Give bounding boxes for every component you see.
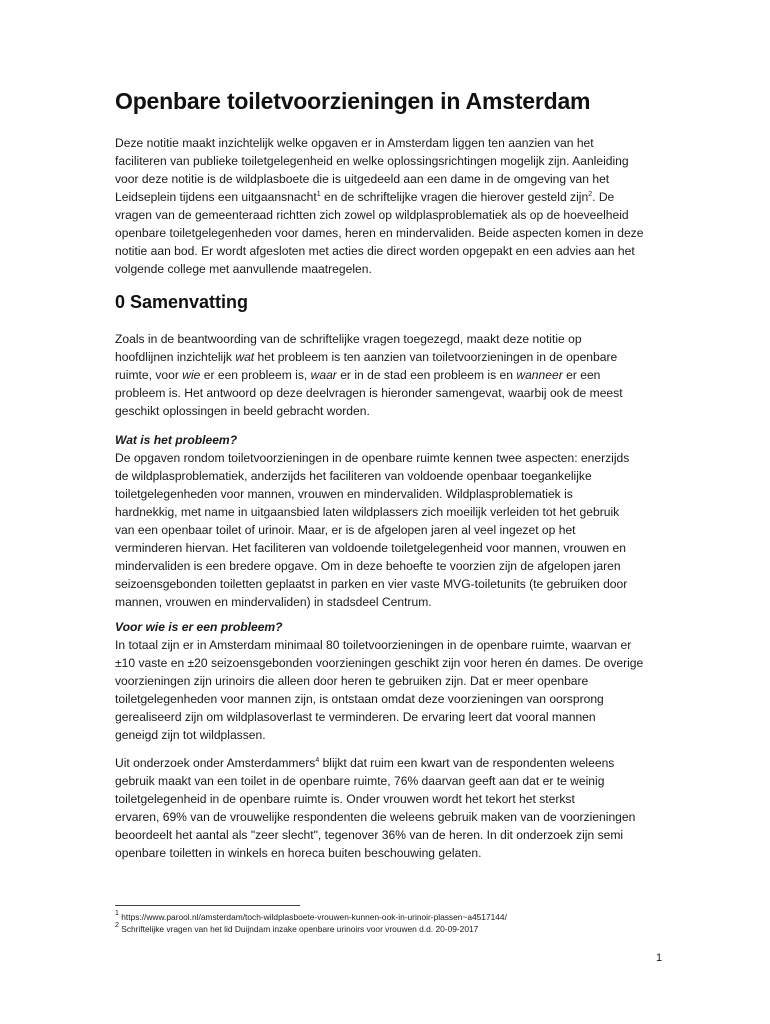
footnote: $^1$ https://www.parool.nl/amsterdam/toch-wildplasboete-vrouwen-kunnen-ook-in-urinoir-plassen~a4517144/ [115,910,507,922]
text-line: voor deze notitie is de wildplasboete die is uitgedeeld aan een dame in de omgeving van het [115,172,610,186]
section-heading: 0 Samenvatting [115,292,249,312]
footnote-ref[interactable]: 2 [588,191,593,198]
text-line: Leidseplein tijdens een uitgaansnacht$^1$ en de schriftelijke vragen die hierover gesteld zijn$^2$. De [115,190,615,204]
research-paragraph [115,754,667,862]
who-section [115,618,667,744]
text-line: volgende college met aanvullende maatregelen. [115,262,372,276]
text-line: Uit onderzoek onder Amsterdammers$^4$ blijkt dat ruim een kwart van de respondenten weleens [115,756,615,770]
text-line: geschikt oplossingen in beeld gebracht worden. [115,404,370,418]
text-line: In totaal zijn er in Amsterdam minimaal 80 toiletvoorzieningen in de openbare ruimte, waarvan er [115,638,632,652]
text-line: Zoals in de beantwoording van de schriftelijke vragen toegezegd, maakt deze notitie op [115,332,582,346]
text-line: seizoensgebonden toiletten geplaatst in parken en vier vaste MVG-toiletunits (te gebruiken door [115,577,628,591]
text-line: hoofdlijnen inzichtelijk wat het probleem is ten aanzien van toiletvoorzieningen in de openbare [115,350,618,364]
text-line: toiletgelegenheden voor mannen, vrouwen en mindervaliden. Wildplasproblematiek is [115,487,573,501]
text-line: mannen, vrouwen en mindervaliden) in stadsdeel Centrum. [115,595,432,609]
text-line: beoordeelt het aantal als "zeer slecht", tegenover 36% van de heren. In dit onderzoek zijn semi [115,828,624,842]
text-line: faciliteren van publieke toiletgelegenheid en welke oplossingsrichtingen mogelijk zijn. Aanleiding [115,154,629,168]
text-line: probleem is. Het antwoord op deze deelvragen is hieronder samengevat, waarbij ook de meest [115,386,623,400]
footnote: $^2$ Schriftelijke vragen van het lid Duijndam inzake openbare urinoirs voor vrouwen d.d. 20-09-2017 [115,922,479,934]
text-line: gerealiseerd zijn om wildplasoverlast te verminderen. De ervaring leert dat vooral mannen [115,710,596,724]
intro-paragraph [115,134,667,278]
text-line: mindervaliden is een bredere opgave. Om in deze behoefte te voorzien zijn de afgelopen jaren [115,559,621,573]
subheading: Voor wie is er een probleem? [115,620,283,634]
subheading: Wat is het probleem? [115,433,238,447]
footnote-ref[interactable]: 4 [315,757,320,764]
text-line: verminderen hiervan. Het faciliteren van voldoende toiletgelegenheid voor mannen, vrouwen en [115,541,626,555]
text-line: notitie aan bod. Er wordt afgesloten met acties die direct worden opgepakt en een advies aan het [115,244,635,258]
text-line: ±10 vaste en ±20 seizoensgebonden voorzieningen geschikt zijn voor heren én dames. De overige [115,656,644,670]
text-line: van een openbaar toilet of urinoir. Maar, er is de afgelopen jaren al veel ingezet op het [115,523,576,537]
problem-section [115,431,667,611]
summary-paragraph [115,330,667,420]
page-title: Openbare toiletvoorzieningen in Amsterdam [115,88,591,114]
text-line: gebruik maakt van een toilet in de openbare ruimte, 76% daarvan geeft aan dat er te weinig [115,774,605,788]
footnote-ref[interactable]: 1 [316,191,321,198]
text-line: toiletgelegenheden voor mannen zijn, is ontstaan omdat deze voorzieningen van oorsprong [115,692,604,706]
text-line: voorzieningen zijn urinoirs die alleen door heren te gebruiken zijn. Dat er meer openbare [115,674,589,688]
text-line: Deze notitie maakt inzichtelijk welke opgaven er in Amsterdam liggen ten aanzien van het [115,136,594,150]
text-line: openbare toiletten in winkels en horeca buiten beschouwing gelaten. [115,846,482,860]
text-line: vragen van de gemeenteraad richtten zich zowel op wildplasproblematiek als op de hoeveelheid [115,208,629,222]
text-line: ruimte, voor wie er een probleem is, waar er in de stad een probleem is en wanneer er een [115,368,601,382]
text-line: toiletgelegenheid in de openbare ruimte is. Onder vrouwen wordt het tekort het sterkst [115,792,575,806]
text-line: hardnekkig, met name in uitgaansbied laten wildplassers zich moeilijk verleiden tot het gebruik [115,505,620,519]
text-line: openbare toiletgelegenheden voor dames, heren en mindervaliden. Beide aspecten komen in deze [115,226,644,240]
text-line: de wildplasproblematiek, anderzijds het faciliteren van voldoende openbaar toegankelijke [115,469,592,483]
text-line: ervaren, 69% van de vrouwelijke respondenten die weleens gebruik maken van de voorzieningen [115,810,636,824]
text-line: geneigd zijn tot wildplassen. [115,728,266,742]
footnote-divider [115,905,300,906]
page-number: 1 [656,952,663,964]
text-line: De opgaven rondom toiletvoorzieningen in de openbare ruimte kennen twee aspecten: enerzijds [115,451,630,465]
footnote-link[interactable]: https://www.parool.nl/amsterdam/toch-wildplasboete-vrouwen-kunnen-ook-in-urinoir-plassen~a4517144/ [118,912,507,922]
